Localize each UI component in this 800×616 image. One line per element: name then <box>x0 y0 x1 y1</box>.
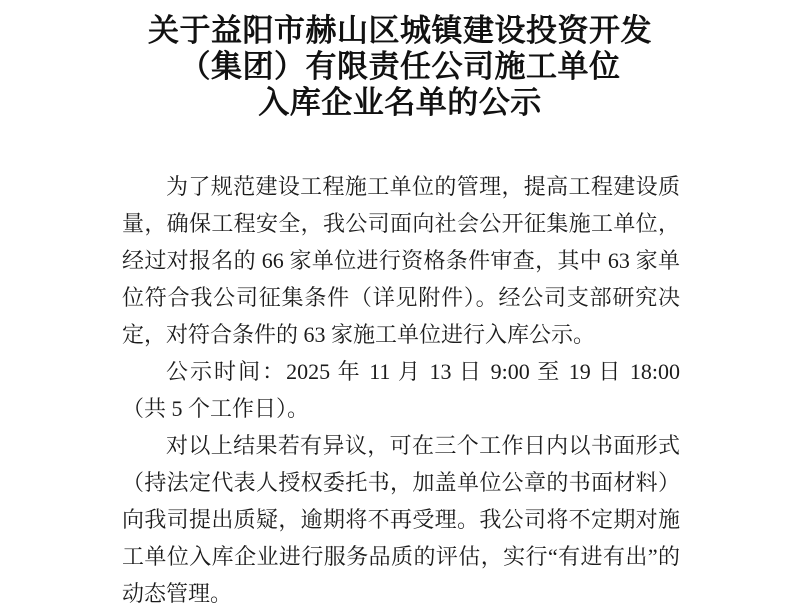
paragraph-intro: 为了规范建设工程施工单位的管理，提高工程建设质量，确保工程安全，我公司面向社会公开征集施工单位，经过对报名的 66 家单位进行资格条件审查，其中 63 家单位符合我公司征集条件（详见附件）。经公司支部研究决定，对符合条件的 63 家施工单位进行入库公示。 <box>122 174 680 347</box>
document-title <box>0 0 800 121</box>
paragraph-objection-procedure: 对以上结果若有异议，可在三个工作日内以书面形式（持法定代表人授权委托书，加盖单位公章的书面材料）向我司提出质疑，逾期将不再受理。我公司将不定期对施工单位入库企业进行服务品质的评估，实行“有进有出”的动态管理。 <box>122 433 680 606</box>
paragraph-publicity-period: 公示时间：2025 年 11 月 13 日 9:00 至 19 日 18:00（共 5 个工作日）。 <box>122 359 680 421</box>
title-line-2: （集团）有限责任公司施工单位 <box>179 49 621 84</box>
title-line-1: 关于益阳市赫山区城镇建设投资开发 <box>148 13 652 48</box>
document-body <box>122 168 680 612</box>
title-line-3: 入库企业名单的公示 <box>258 85 542 120</box>
